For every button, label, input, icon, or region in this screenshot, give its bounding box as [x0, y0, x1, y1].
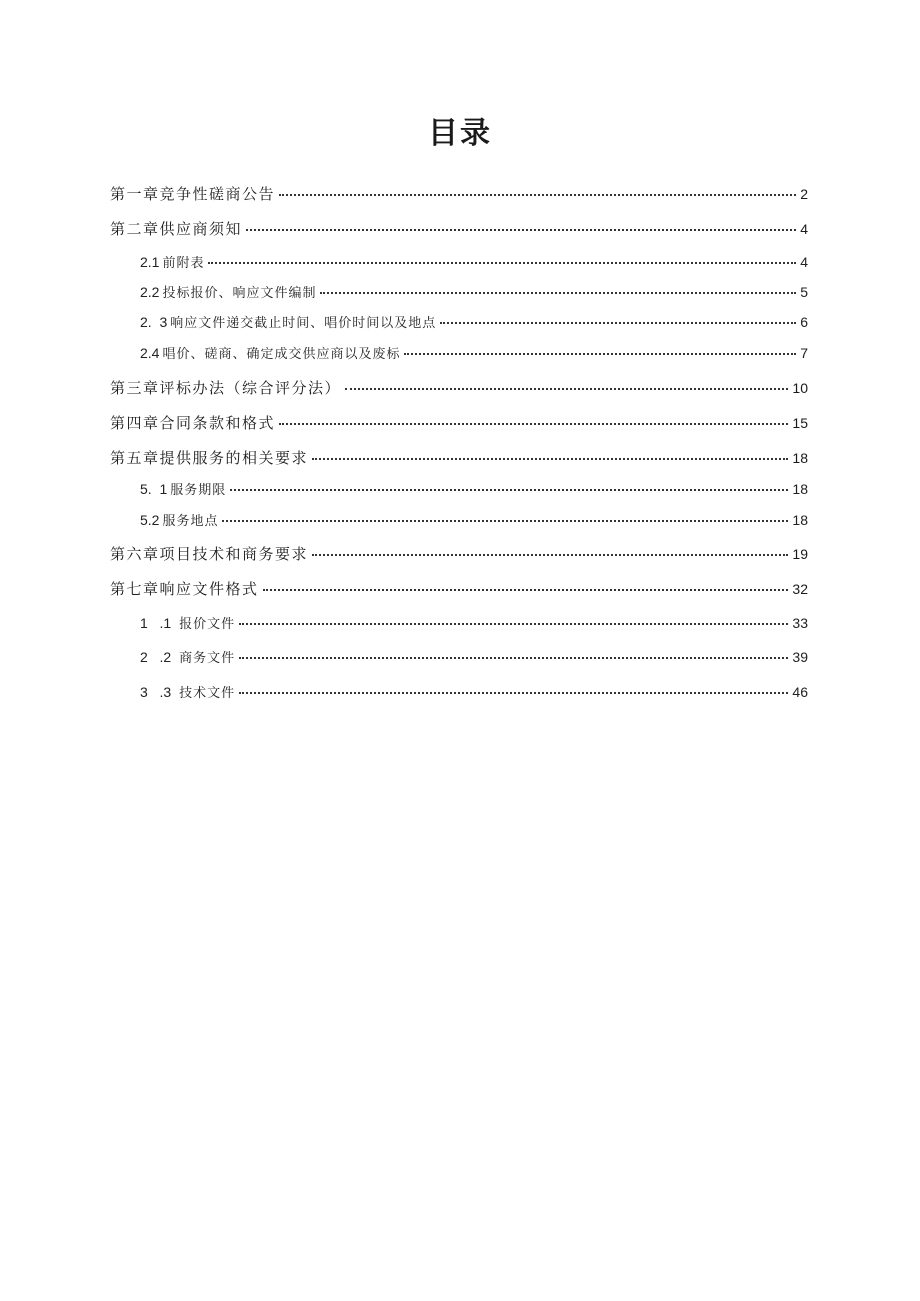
toc-leader-dots — [279, 193, 796, 196]
toc-entry-number: 5. 1 — [140, 481, 168, 497]
toc-entry-7-1[interactable] — [140, 613, 808, 637]
toc-entry-label: 技术文件 — [179, 686, 236, 701]
toc-entry-number: 3 .3 — [140, 684, 172, 700]
toc-entry-label: 服务期限 — [170, 483, 227, 498]
toc-leader-dots — [222, 519, 788, 522]
toc-entry-chapter-3[interactable] — [110, 377, 808, 401]
toc-entry-label: 服务地点 — [162, 514, 219, 529]
toc-entry-page: 2 — [800, 186, 808, 202]
toc-entry-page: 18 — [792, 512, 808, 528]
toc-leader-dots — [320, 291, 796, 294]
toc-entry-7-2[interactable] — [140, 647, 808, 671]
toc-entry-page: 4 — [800, 221, 808, 237]
toc-entry-label: 第七章响应文件格式 — [110, 580, 259, 598]
toc-leader-dots — [230, 488, 788, 491]
toc-entry-page: 5 — [800, 284, 808, 300]
toc-entry-page: 6 — [800, 314, 808, 330]
toc-entry-chapter-5[interactable] — [110, 447, 808, 471]
toc-leader-dots — [312, 553, 788, 556]
toc-entry-page: 46 — [792, 684, 808, 700]
toc-entry-number: 2 .2 — [140, 649, 172, 665]
toc-entry-label: 前附表 — [162, 256, 205, 271]
toc-entry-chapter-2[interactable] — [110, 218, 808, 242]
toc-entry-chapter-7[interactable] — [110, 578, 808, 602]
toc-entry-number: 2.1 — [140, 254, 160, 270]
toc-entry-page: 18 — [792, 450, 808, 466]
toc-entry-2-3[interactable] — [140, 312, 808, 336]
toc-entry-5-2[interactable] — [140, 510, 808, 534]
toc-leader-dots — [246, 228, 796, 231]
toc-entry-page: 4 — [800, 254, 808, 270]
toc-leader-dots — [239, 691, 788, 694]
toc-entry-label: 商务文件 — [179, 651, 236, 666]
toc-entry-page: 32 — [792, 581, 808, 597]
toc-entry-2-4[interactable] — [140, 343, 808, 367]
toc-leader-dots — [208, 261, 796, 264]
toc-entry-page: 7 — [800, 345, 808, 361]
page-title: 目录 — [428, 116, 492, 151]
toc-leader-dots — [440, 321, 796, 324]
toc-entry-label: 投标报价、响应文件编制 — [162, 286, 317, 301]
toc-entry-2-2[interactable] — [140, 282, 808, 306]
toc-leader-dots — [279, 422, 788, 425]
toc-entry-5-1[interactable] — [140, 479, 808, 503]
toc-leader-dots — [239, 656, 788, 659]
toc-entry-label: 第一章竞争性磋商公告 — [110, 185, 276, 203]
toc-entry-chapter-6[interactable] — [110, 543, 808, 567]
toc-entry-7-3[interactable] — [140, 682, 808, 706]
toc-entry-label: 第二章供应商须知 — [110, 220, 243, 238]
toc-entry-number: 2.4 — [140, 345, 160, 361]
toc-entry-number: 5.2 — [140, 512, 160, 528]
toc-entry-number: 2.2 — [140, 284, 160, 300]
toc-leader-dots — [312, 457, 788, 460]
toc-entry-page: 19 — [792, 546, 808, 562]
toc-leader-dots — [263, 588, 789, 591]
toc-entry-label: 第六章项目技术和商务要求 — [110, 545, 309, 563]
toc-leader-dots — [239, 622, 788, 625]
toc-entry-number: 2. 3 — [140, 314, 168, 330]
toc-entry-label: 第三章评标办法（综合评分法） — [110, 379, 342, 397]
toc-entry-label: 第五章提供服务的相关要求 — [110, 449, 309, 467]
toc-entry-label: 第四章合同条款和格式 — [110, 414, 276, 432]
toc-entry-number: 1 .1 — [140, 615, 172, 631]
toc-entry-label: 响应文件递交截止时间、唱价时间以及地点 — [170, 316, 437, 331]
toc-entry-page: 39 — [792, 649, 808, 665]
toc-entry-page: 15 — [792, 415, 808, 431]
toc-leader-dots — [404, 352, 796, 355]
toc-entry-label: 唱价、磋商、确定成交供应商以及废标 — [162, 347, 401, 362]
toc-entry-chapter-1[interactable] — [110, 183, 808, 207]
toc-leader-dots — [345, 387, 788, 390]
toc-entry-page: 18 — [792, 481, 808, 497]
toc-entry-chapter-4[interactable] — [110, 412, 808, 436]
toc-entry-page: 10 — [792, 380, 808, 396]
toc-entry-2-1[interactable] — [140, 252, 808, 276]
toc-entry-page: 33 — [792, 615, 808, 631]
toc-entry-label: 报价文件 — [179, 617, 236, 632]
